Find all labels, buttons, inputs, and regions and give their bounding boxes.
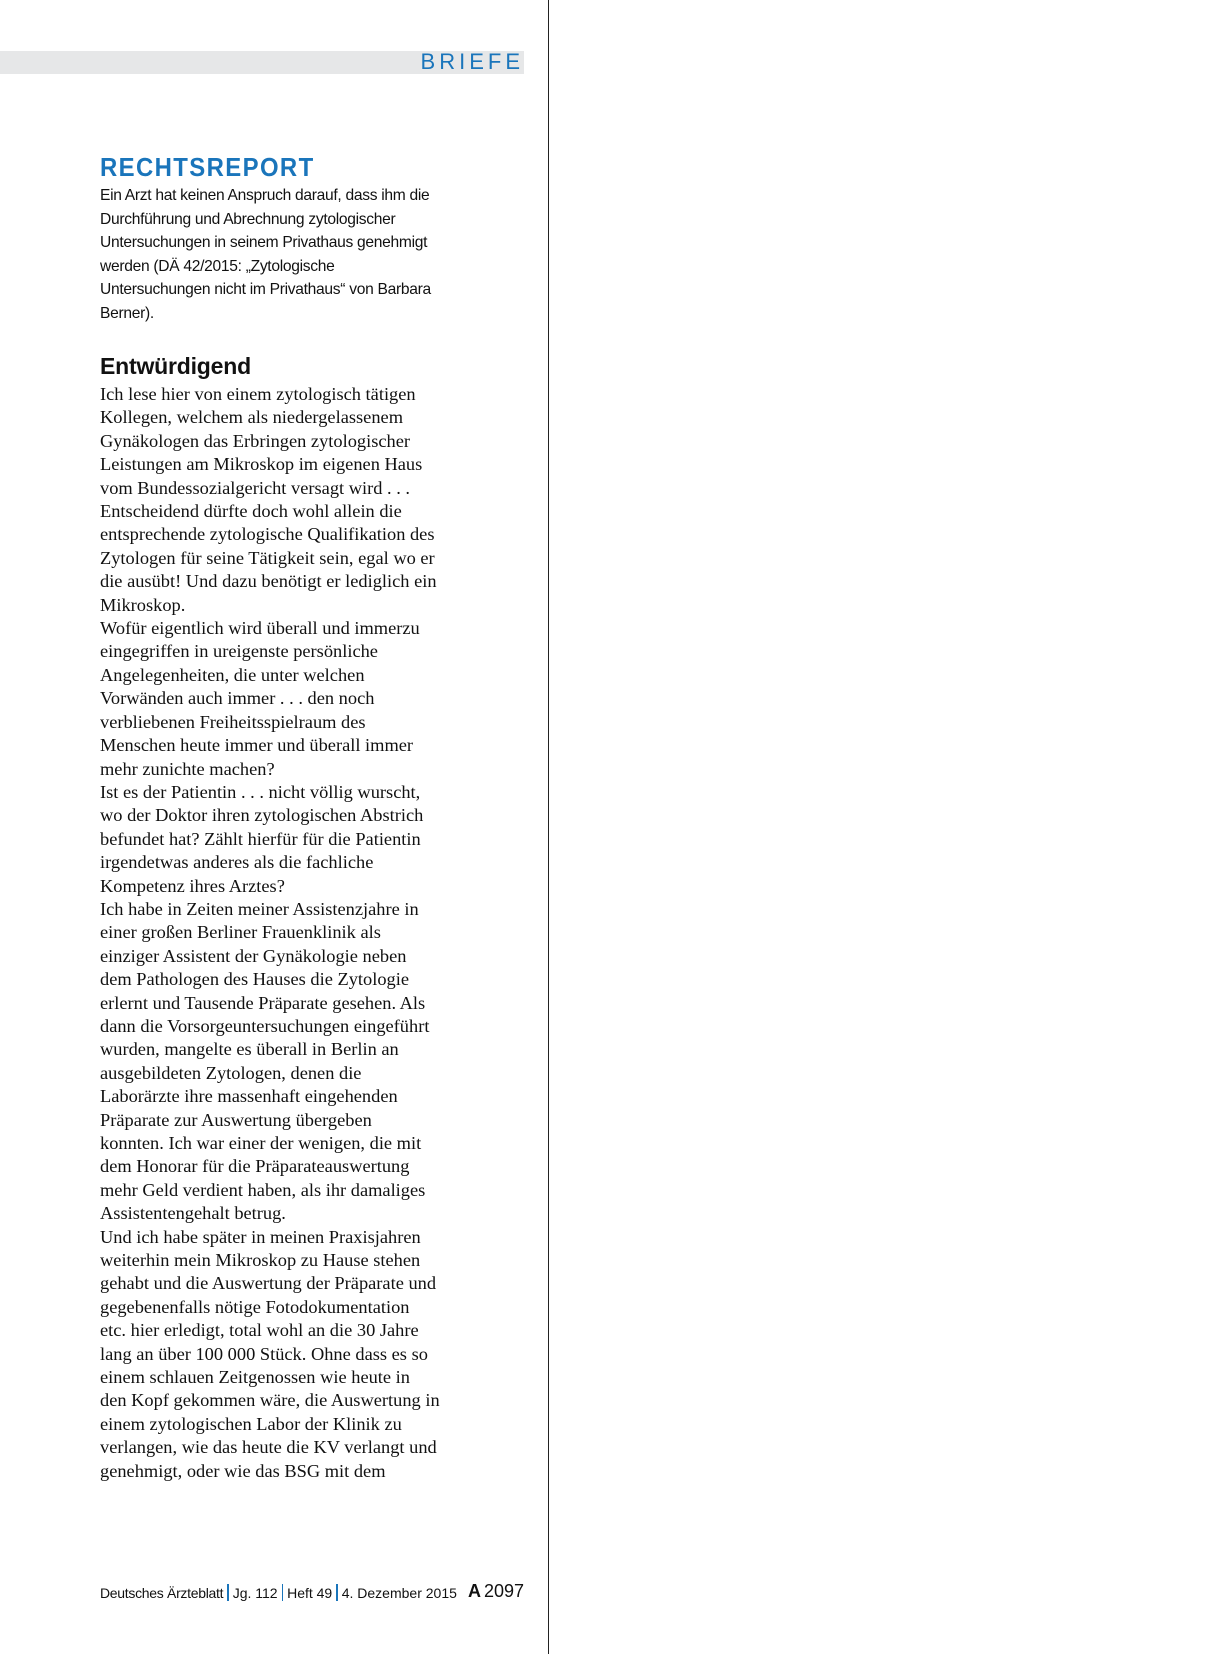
section-header-band (0, 51, 524, 74)
footer-separator (336, 1584, 338, 1601)
footer-page: 2097 (483, 1581, 524, 1601)
footer-separator (227, 1584, 229, 1601)
article-column (100, 150, 440, 1483)
footer-issue: Heft 49 (287, 1585, 333, 1601)
letter-paragraph: Ich lese hier von einem zytologisch tätigen Kollegen, welchem als niedergelassenem Gynäkologen das Erbringen zytologischer Leistungen am Mikroskop im eigenen Haus vom Bundessozialgericht versagt wird . . . (100, 384, 423, 498)
letter-paragraph: Wofür eigentlich wird überall und immerzu eingegriffen in ureigenste persönliche Angelegenheiten, die unter welchen Vorwänden auch immer . . . den noch verbliebenen Freiheitsspielraum des Menschen heute immer und überall immer mehr zunichte machen? (100, 618, 420, 779)
footer-separator (282, 1584, 284, 1601)
letter-paragraph: Ist es der Patientin . . . nicht völlig wurscht, wo der Doktor ihren zytologischen Abstrich befundet hat? Zählt hierfür für die Patientin irgendetwas anderes als die fachliche Kompetenz ihres Arztes? (100, 781, 424, 896)
footer-volume: Jg. 112 (232, 1585, 278, 1601)
footer-publication: Deutsches Ärzteblatt (100, 1585, 224, 1601)
letter-paragraph: Entscheidend dürfte doch wohl allein die entsprechende zytologische Qualifikation des Zytologen für seine Tätigkeit sein, egal wo er die ausübt! Und dazu benötigt er lediglich ein Mikroskop. (100, 501, 437, 615)
column-divider (548, 0, 549, 1654)
page-number (468, 1579, 524, 1603)
footer-edition: A (467, 1581, 481, 1601)
section-label: BRIEFE (420, 49, 524, 74)
page-footer (100, 1581, 524, 1605)
letter-body (100, 383, 440, 1483)
letter-paragraph: Ich habe in Zeiten meiner Assistenzjahre in einer großen Berliner Frauenklinik als einziger Assistent der Gynäkologie neben dem Pathologen des Hauses die Zytologie erlernt und Tausende Präparate gesehen. Als dann die Vorsorgeuntersuchungen eingeführt wurden, mangelte es überall in Berlin an ausgebildeten Zytologen, denen die Laborärzte ihre massenhaft eingehenden Präparate zur Auswertung übergeben konnten. Ich war einer der wenigen, die mit dem Honorar für die Präparateauswertung mehr Geld verdient haben, als ihr damaliges Assistentengehalt betrug. (100, 898, 430, 1224)
report-lead: Ein Arzt hat keinen Anspruch darauf, dass ihm die Durchführung und Abrechnung zytologischer Untersuchungen in seinem Privathaus genehmigt werden (DÄ 42/2015: „Zytologische Untersuchungen nicht im Privathaus“ von Barbara Berner). (100, 187, 431, 322)
letter-paragraph: Und ich habe später in meinen Praxisjahren weiterhin mein Mikroskop zu Hause stehen gehabt und die Auswertung der Präparate und gegebenenfalls nötige Fotodokumentation etc. hier erledigt, total wohl an die 30 Jahre lang an über 100 000 Stück. Ohne dass es so einem schlauen Zeitgenossen wie heute in den Kopf gekommen wäre, die Auswertung in einem zytologischen Labor der Klinik zu verlangen, wie das heute die KV verlangt und genehmigt, oder wie das BSG mit dem (100, 1226, 440, 1481)
letter-title: Entwürdigend (100, 353, 251, 379)
report-title: RECHTSREPORT (100, 152, 315, 182)
footer-date: 4. Dezember 2015 (341, 1585, 457, 1601)
